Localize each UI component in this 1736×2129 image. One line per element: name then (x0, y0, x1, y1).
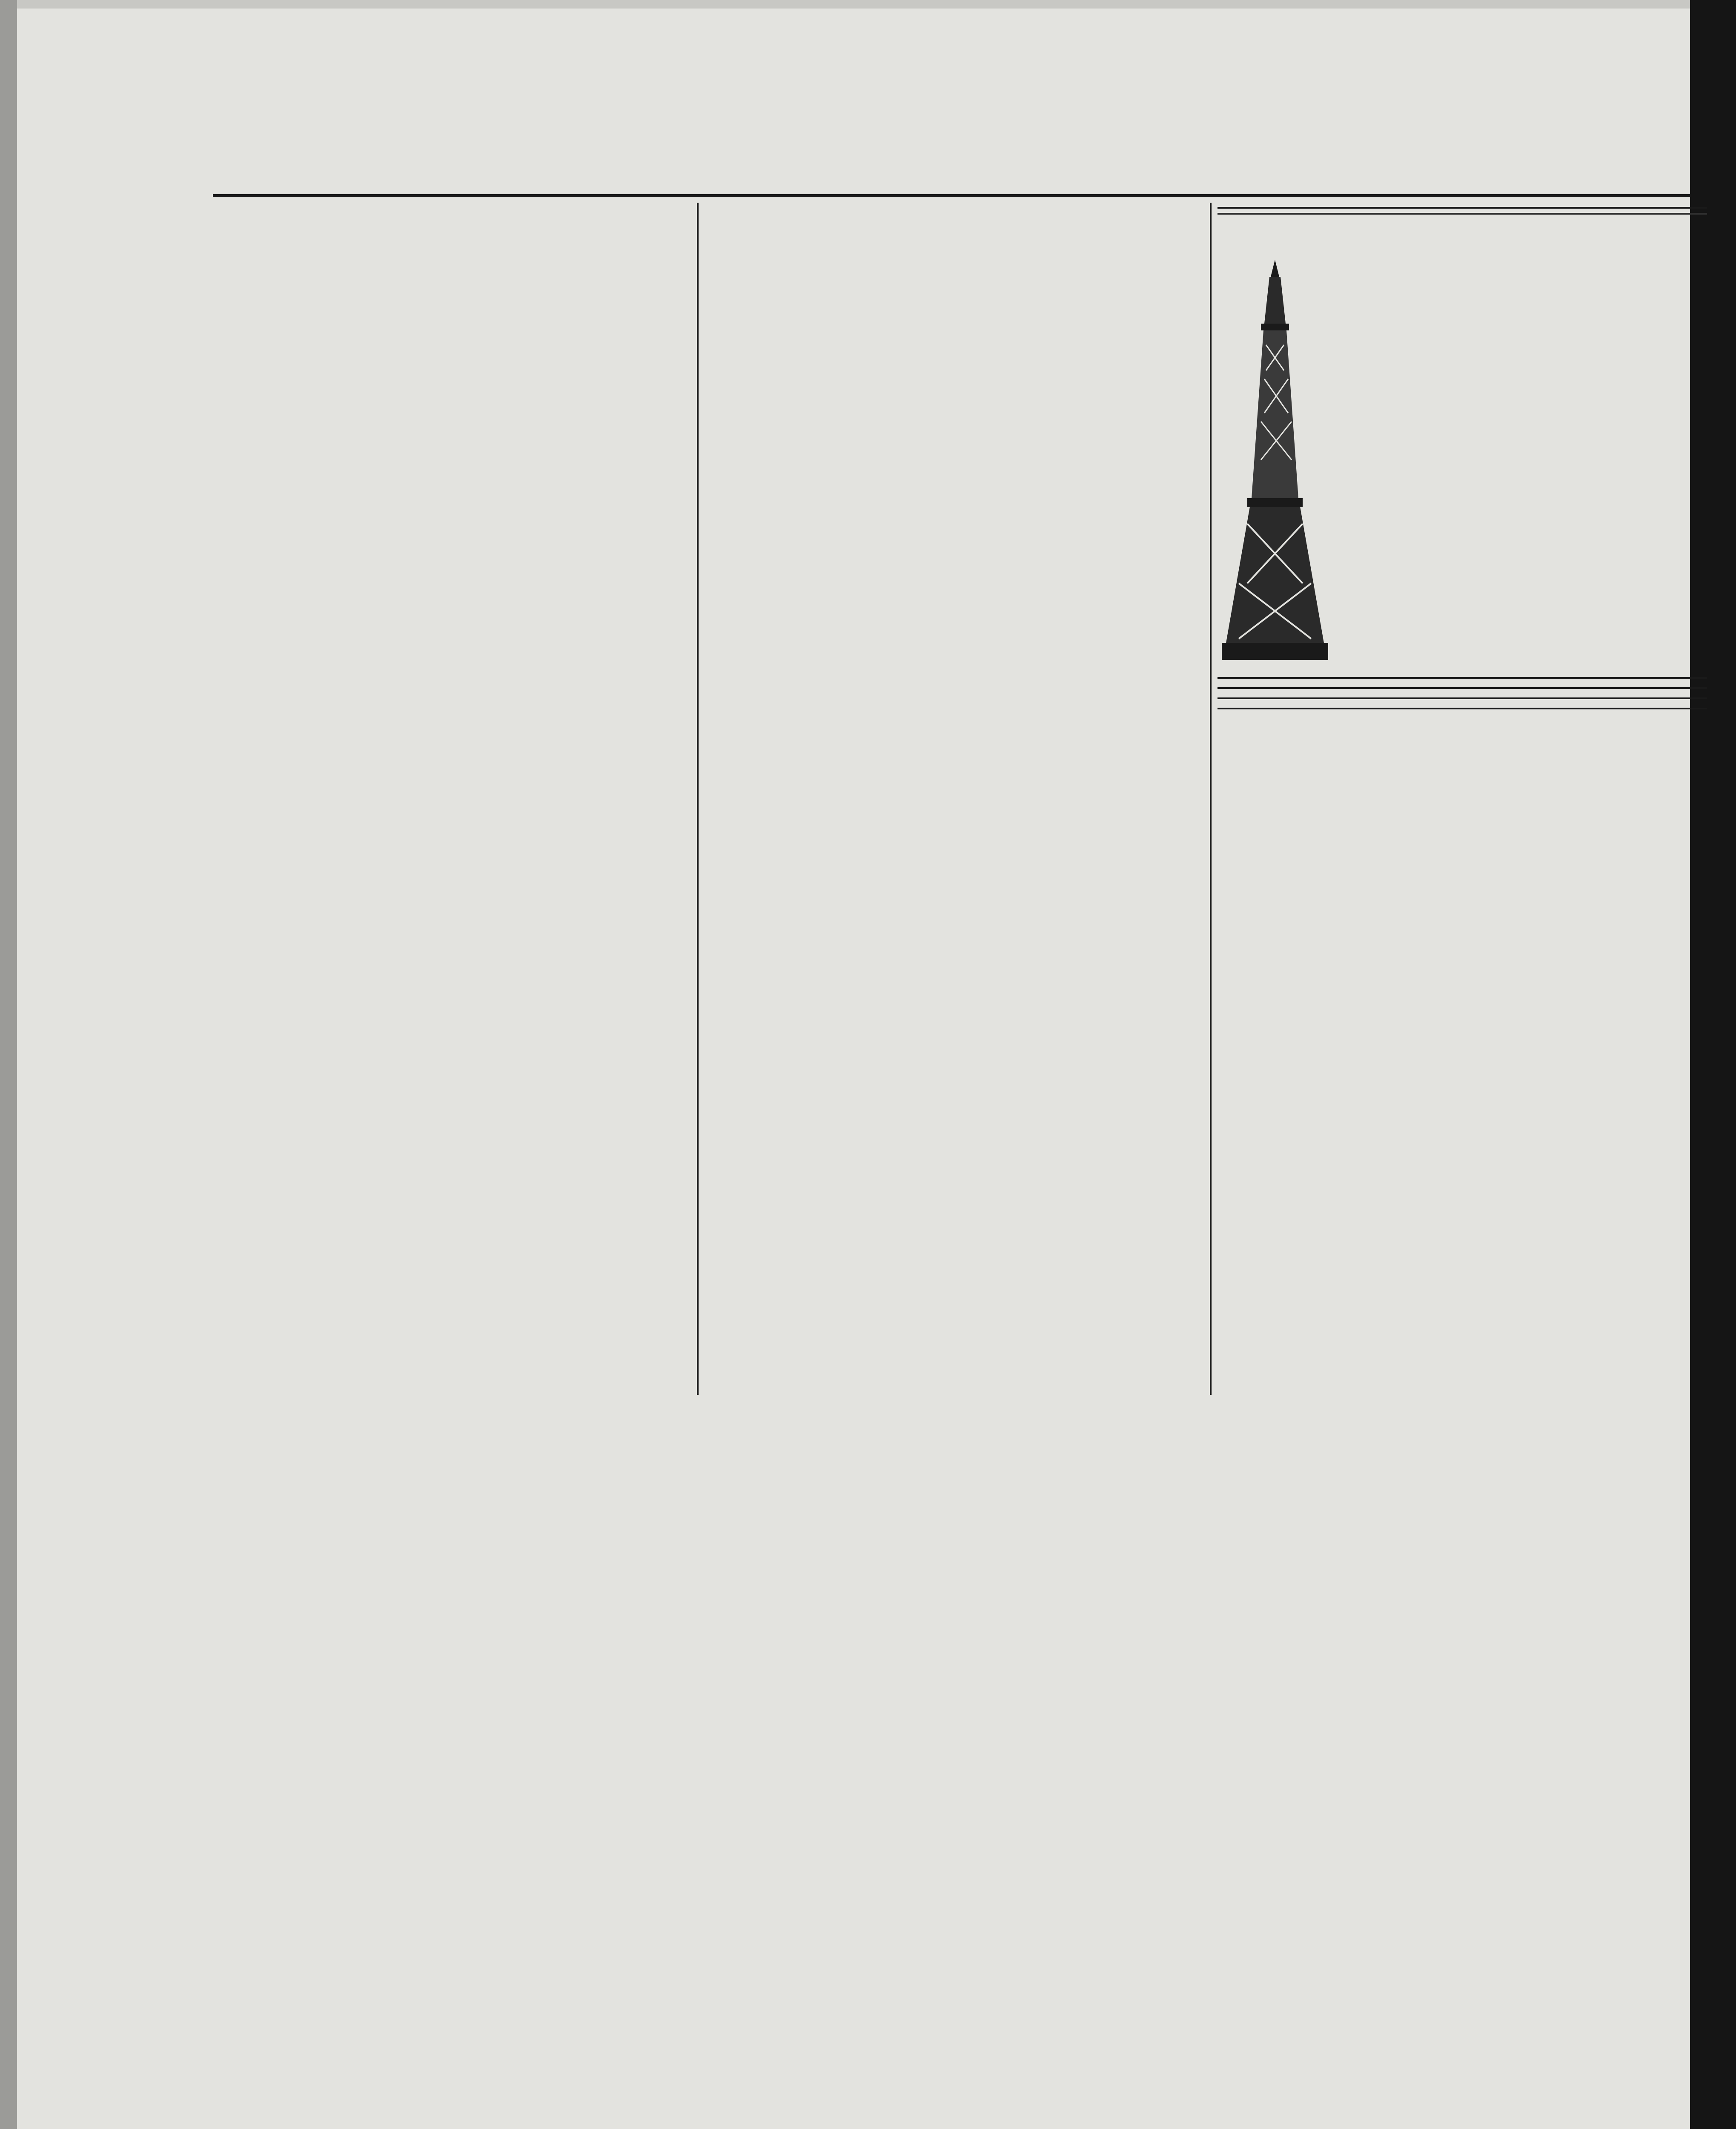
theatre-heading (1217, 677, 1707, 683)
divider (1217, 207, 1707, 209)
weather-report (1217, 213, 1707, 673)
column-rule (697, 203, 699, 1395)
court-report-continuation-column (705, 203, 1203, 1395)
column-rule (1210, 203, 1212, 1395)
petrin-tower-illustration (1222, 260, 1328, 660)
novel-page-left (253, 1592, 849, 2129)
header-rule (213, 194, 1690, 197)
theatre-heading (1217, 687, 1707, 693)
club-news-column (1217, 203, 1707, 1395)
theatre-heading (1217, 708, 1707, 714)
weather-title (1217, 213, 1707, 215)
left-scan-margin (0, 0, 17, 2129)
court-report-column (179, 203, 692, 1395)
theatre-heading (1217, 697, 1707, 703)
